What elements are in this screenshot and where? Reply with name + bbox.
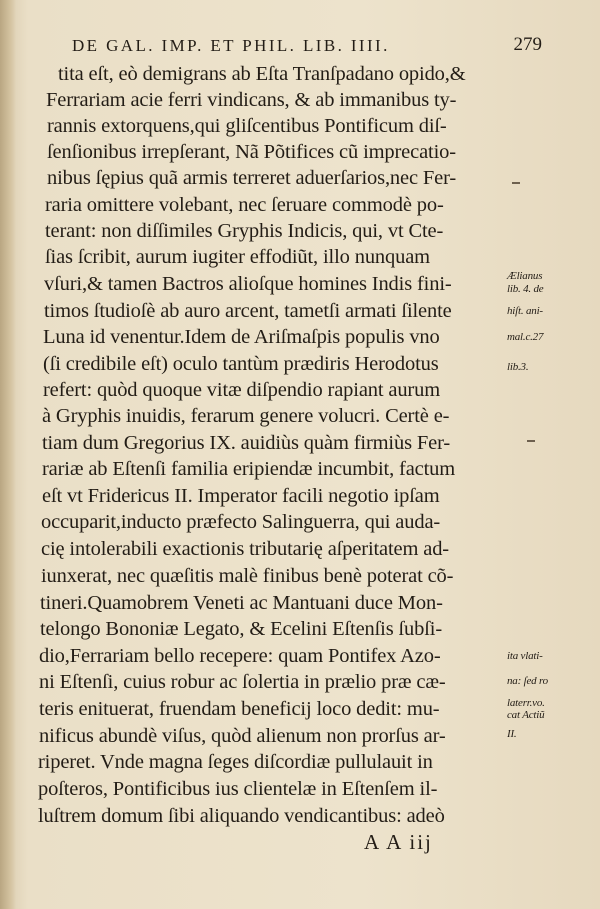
text-line: ſenſionibus irrepſerant, Nã Põtifices cũ imprecatio- bbox=[47, 141, 456, 163]
text-line: riperet. Vnde magna ſeges diſcordiæ pullulauit in bbox=[38, 751, 433, 773]
text-line: ni Eſtenſi, cuius robur ac ſolertia in prælio præ cæ- bbox=[39, 671, 446, 693]
text-line: teris enituerat, fruendam beneficij loco dedit: mu- bbox=[39, 698, 440, 720]
text-line: luſtrem domum ſibi aliquando vendicantibus: adeò bbox=[38, 805, 445, 827]
text-line: terant: non diſſimiles Gryphis Indicis, qui, vt Cte- bbox=[45, 220, 444, 242]
text-line: telongo Bononiæ Legato, & Ecelini Eſtenſis ſubſi- bbox=[40, 618, 443, 640]
text-line: cię intolerabili exactionis tributarię aſperitatem ad- bbox=[41, 538, 449, 560]
text-line: tiam dum Gregorius IX. auidiùs quàm firmiùs Fer- bbox=[42, 432, 451, 454]
margin-note: Ælianus bbox=[507, 270, 543, 282]
text-line: nificus abundè viſus, quòd alienum non prorſus ar- bbox=[39, 725, 446, 747]
ink-speck bbox=[527, 440, 535, 442]
text-line: (ſi credibile eſt) oculo tantùm prædiris Herodotus bbox=[43, 353, 439, 375]
text-line: Luna id venentur.Idem de Ariſmaſpis populis vno bbox=[43, 326, 440, 348]
text-line: tineri.Quamobrem Veneti ac Mantuani duce Mon- bbox=[40, 592, 443, 614]
margin-note: ita vlati- bbox=[507, 650, 543, 662]
text-line: ſias ſcribit, aurum iugiter effodiũt, illo nunquam bbox=[45, 246, 430, 268]
text-line: raria omittere volebant, nec ſeruare commodè po- bbox=[45, 194, 444, 216]
text-line: timos ſtudioſè ab auro arcent, tametſi armati ſilente bbox=[44, 300, 452, 322]
page-number: 279 bbox=[513, 34, 542, 55]
binding-gutter bbox=[0, 0, 16, 909]
text-line: vſuri,& tamen Bactros alioſque homines Indis fini- bbox=[44, 273, 452, 295]
text-line: refert: quòd quoque vitæ diſpendio rapiant aurum bbox=[43, 379, 441, 401]
margin-note: lib.3. bbox=[507, 361, 529, 373]
text-line: occuparit,inducto præfecto Salinguerra, qui auda- bbox=[41, 511, 441, 533]
running-title: DE GAL. IMP. ET PHIL. LIB. IIII. bbox=[72, 36, 390, 55]
text-line: tita eſt, eò demigrans ab Eſta Tranſpadano opido,& bbox=[58, 63, 466, 85]
margin-note: mal.c.27 bbox=[507, 331, 544, 343]
text-line: rannis extorquens,qui gliſcentibus Pontificum diſ- bbox=[47, 115, 447, 137]
signature-mark: A A iij bbox=[364, 830, 433, 854]
text-line: poſteros, Pontificibus ius clientelæ in Eſtenſem il- bbox=[38, 778, 438, 800]
margin-note: cat Actiũ bbox=[507, 709, 545, 721]
ink-speck bbox=[512, 182, 520, 184]
text-line: rariæ ab Eſtenſi familia eripiendæ incumbit, factum bbox=[42, 458, 456, 480]
margin-note: na: ſed ro bbox=[507, 675, 548, 687]
text-line: eſt vt Fridericus II. Imperator facili negotio ipſam bbox=[42, 485, 440, 507]
text-line: iunxerat, nec quæſitis malè finibus benè poterat cõ- bbox=[41, 565, 454, 587]
text-line: Ferrariam acie ferri vindicans, & ab immanibus ty- bbox=[46, 89, 457, 111]
margin-note: II. bbox=[507, 728, 517, 740]
text-line: à Gryphis inuidis, ferarum genere volucri. Certè e- bbox=[42, 405, 450, 427]
text-line: nibus ſępius quã armis terreret aduerſarios,nec Fer- bbox=[47, 167, 457, 189]
page-header bbox=[72, 30, 542, 58]
margin-note: laterr.vo. bbox=[507, 697, 545, 709]
text-line: dio,Ferrariam bello recepere: quam Pontifex Azo- bbox=[39, 645, 441, 667]
margin-note: hiſt. ani- bbox=[507, 305, 543, 317]
margin-note: lib. 4. de bbox=[507, 283, 544, 295]
